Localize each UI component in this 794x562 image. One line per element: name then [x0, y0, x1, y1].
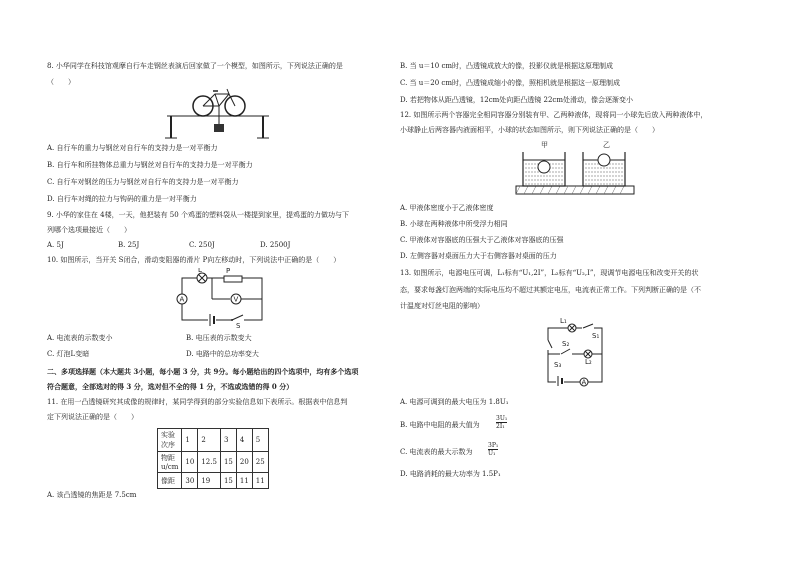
q8-paren: （ ）	[47, 78, 75, 86]
q12-stem: 12. 如图所示两个容器完全相同容器分别装有甲、乙两种液体，现将同一小球先后放入两种液体中，	[400, 111, 708, 119]
q10-circuit-figure	[172, 268, 272, 330]
section-2-heading: 二、多项选择题（本大题共 3小题，每小题 3 分，共 9分。每小题给出的四个选项中，均有多个选项	[47, 367, 359, 376]
q11-option-a: A. 该凸透镜的焦距是 7.5cm	[47, 491, 137, 499]
q12-option-b: B. 小球在两种液体中所受浮力相同	[400, 220, 508, 228]
q10-label-l: L	[198, 268, 202, 274]
q8-option-b: B. 自行车和所挂物体总重力与钢丝对自行车的支持力是一对平衡力	[47, 161, 253, 169]
q9-option-b: B. 25J	[118, 241, 140, 249]
q9-stem: 9. 小华的家住在 4楼，一天，他把装有 50 个鸡蛋的塑料袋从一楼提到家里，提鸡蛋的力做功与下	[47, 211, 349, 219]
q10-stem: 10. 如图所示，当开关 S闭合，滑动变阻器的滑片 P向左移动时，下列说法中正确的是（ ）	[47, 256, 341, 264]
q13-stem-cont2: 计温度对灯丝电阻的影响）	[400, 302, 484, 310]
q13-circuit-figure	[540, 316, 610, 388]
q11-stem: 11. 在用一凸透镜研究其成像的规律时，某同学得到的部分实验信息如下表所示。根据表中信息判	[47, 398, 348, 406]
table-row: 实验次序 1 2 3 4 5	[158, 429, 269, 452]
q10-ammeter-label: A	[179, 295, 185, 304]
q11-option-c: C. 当 u＝20 cm时，凸透镜成缩小的像，照相机就是根据这一原理制成	[400, 79, 620, 87]
q10-label-p: P	[226, 268, 231, 275]
q13-label-s1: S₁	[592, 332, 600, 340]
table-row: 物距 u/cm 10 12.5 15 20 25	[158, 452, 269, 473]
q13-label-s2: S₂	[562, 340, 570, 348]
q8-option-c: C. 自行车对钢丝的压力与钢丝对自行车的支持力是一对平衡力	[47, 178, 239, 186]
q12-containers-figure	[513, 138, 637, 198]
q12-option-c: C. 甲液体对容器底的压强大于乙液体对容器底的压强	[400, 236, 564, 244]
q13-stem-cont: 态，要求每盏灯泡两端的实际电压均不超过其额定电压，电流表正常工作。下列判断正确的是（不	[400, 286, 701, 294]
q9-option-c: C. 250J	[189, 241, 215, 249]
q9-stem-cont: 列哪个选项最接近（ ）	[47, 226, 131, 234]
container-label-jia: 甲	[541, 141, 548, 149]
q10-label-s: S	[236, 322, 241, 330]
q12-option-d: D. 左侧容器对桌面压力大于右侧容器对桌面的压力	[400, 252, 557, 260]
container-label-yi: 乙	[603, 141, 610, 149]
q13-option-a: A. 电源可调到的最大电压为 1.8U₁	[400, 398, 509, 406]
q10-option-b: B. 电压表的示数变大	[186, 334, 252, 342]
section-2-heading-cont: 符合题意，全部选对的得 3 分，选对但不全的得 1 分，不选或选错的得 0 分）	[47, 382, 294, 391]
q8-stem: 8. 小华同学在科技馆观摩自行车走钢丝表演后回家做了一个模型，如图所示，下列说法正确的是	[47, 62, 343, 70]
q12-stem-cont: 小球静止后两容器内液面相平，小球的状态如图所示，则下列说法正确的是（ ）	[400, 126, 659, 134]
q11-stem-cont: 定下列说法正确的是（ ）	[47, 413, 138, 421]
q9-option-a: A. 5J	[47, 241, 64, 249]
q11-option-b: B. 当 u＝10 cm时，凸透镜成放大的像，投影仪就是根据这原理制成	[400, 62, 614, 70]
q10-voltmeter-label: V	[233, 295, 239, 304]
q13-option-d: D. 电路消耗的最大功率为 1.5P₁	[400, 470, 501, 478]
q10-option-a: A. 电流表的示数变小	[47, 334, 113, 342]
q13-ammeter-label: A	[581, 378, 587, 387]
q10-option-d: D. 电路中的总功率变大	[186, 350, 259, 358]
q8-option-d: D. 自行车对绳的拉力与钩码的重力是一对平衡力	[47, 195, 197, 203]
bicycle-wire-figure	[163, 88, 273, 140]
table-row: 像距 30 19 15 11 11	[158, 473, 269, 489]
q11-option-d: D. 若把物体从距凸透镜，12cm处向距凸透镜 22cm处滑动，像会逐渐变小	[400, 96, 633, 104]
q13-stem: 13. 如图所示，电源电压可调，L₁标有“U₁,2I”，L₂标有“U₂,I”，现调节电源电压和改变开关的状	[400, 269, 699, 277]
q11-data-table	[157, 428, 269, 489]
q9-option-d: D. 2500J	[260, 241, 291, 249]
q13-label-l2: L₂	[585, 358, 592, 366]
q13-label-l1: L₁	[560, 317, 567, 325]
q12-option-a: A. 甲液体密度小于乙液体密度	[400, 204, 494, 212]
q10-option-c: C. 灯泡L变暗	[47, 350, 90, 358]
q13-label-s3: S₃	[554, 361, 562, 369]
q8-option-a: A. 自行车的重力与钢丝对自行车的支持力是一对平衡力	[47, 144, 218, 152]
